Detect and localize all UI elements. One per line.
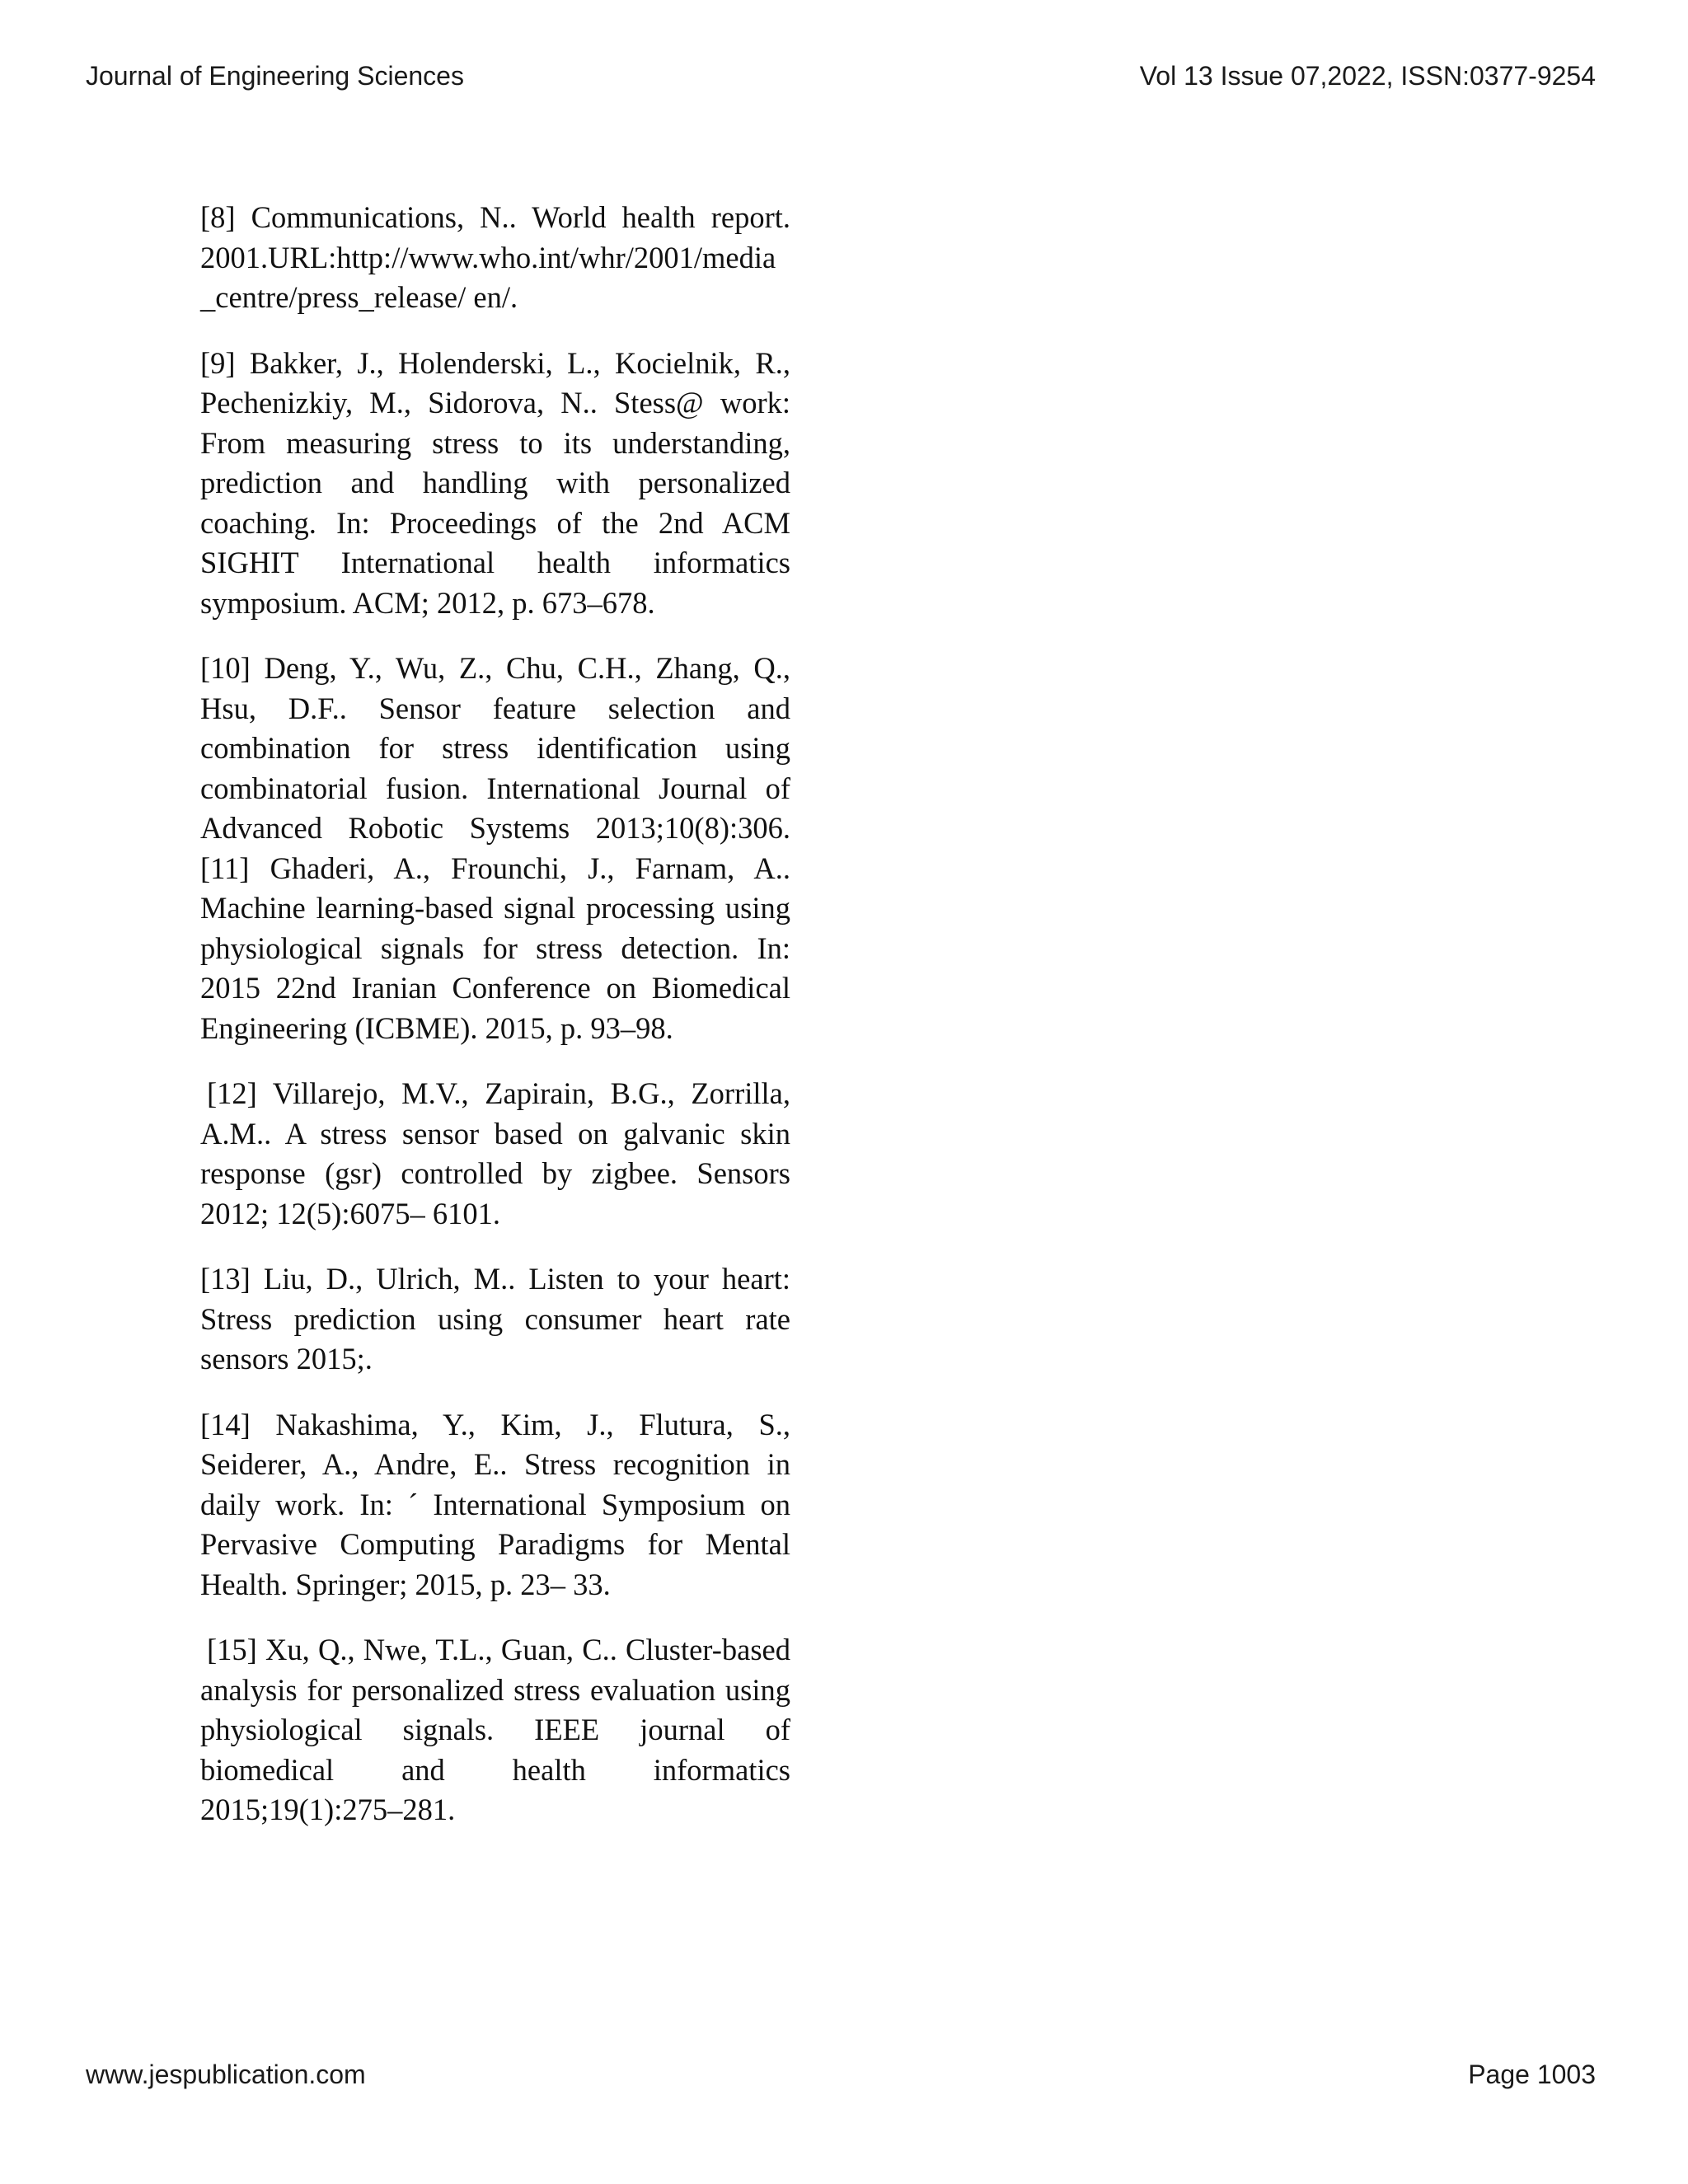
reference-line: [14] Nakashima, Y., Kim, J., Flutura, S., [200, 1407, 790, 1441]
reference-11 [200, 849, 790, 1049]
reference-line: Pervasive Computing Paradigms for Mental [200, 1527, 790, 1561]
reference-line: combinatorial fusion. International Journal of [200, 771, 790, 805]
reference-line: [13] Liu, D., Ulrich, M.. Listen to your heart: [200, 1262, 790, 1296]
reference-line: Engineering (ICBME). 2015, p. 93–98. [200, 1010, 673, 1045]
reference-line: 2015 22nd Iranian Conference on Biomedical [200, 971, 790, 1005]
reference-list [200, 198, 790, 1830]
reference-line: biomedical and health informatics [200, 1752, 790, 1787]
reference-line: daily work. In: ´ International Symposium on [200, 1487, 790, 1521]
reference-13 [200, 1259, 790, 1380]
reference-line: [8] Communications, N.. World health report. [200, 200, 790, 234]
reference-line: 2015;19(1):275–281. [200, 1793, 456, 1826]
reference-line: 2001.URL:http://www.who.int/whr/2001/media [200, 240, 776, 274]
journal-title: Journal of Engineering Sciences [86, 61, 464, 91]
reference-line: [15] Xu, Q., Nwe, T.L., Guan, C.. Cluster-based [207, 1633, 790, 1666]
reference-line: 2012; 12(5):6075– 6101. [200, 1196, 500, 1230]
reference-line: Pechenizkiy, M., Sidorova, N.. Stess@ work: [200, 386, 790, 419]
reference-line: Seiderer, A., Andre, E.. Stress recognition in [200, 1447, 790, 1481]
reference-line: response (gsr) controlled by zigbee. Sensors [200, 1156, 790, 1190]
reference-line: symposium. ACM; 2012, p. 673–678. [200, 585, 655, 620]
reference-line: sensors 2015;. [200, 1342, 373, 1376]
publisher-website: www.jespublication.com [86, 2060, 366, 2089]
reference-line: [10] Deng, Y., Wu, Z., Chu, C.H., Zhang, Q., [200, 651, 790, 685]
reference-14 [200, 1405, 790, 1605]
reference-line: Stress prediction using consumer heart rate [200, 1301, 790, 1336]
reference-10 [200, 649, 790, 849]
reference-line: SIGHIT International health informatics [200, 546, 790, 579]
reference-line: combination for stress identification using [200, 731, 790, 765]
reference-line: Machine learning-based signal processing using [200, 891, 790, 925]
reference-line: From measuring stress to its understanding, [200, 425, 790, 460]
reference-line: coaching. In: Proceedings of the 2nd ACM [200, 505, 790, 540]
reference-line: _centre/press_release/ en/. [200, 280, 518, 314]
reference-line: physiological signals. IEEE journal of [200, 1713, 790, 1746]
reference-15 [200, 1630, 790, 1830]
issue-info: Vol 13 Issue 07,2022, ISSN:0377-9254 [1139, 61, 1596, 91]
page-number: Page 1003 [1468, 2060, 1596, 2089]
reference-line: analysis for personalized stress evaluation using [200, 1672, 790, 1707]
reference-12 [200, 1074, 790, 1234]
reference-line: [11] Ghaderi, A., Frounchi, J., Farnam, A.. [200, 851, 790, 885]
reference-line: [12] Villarejo, M.V., Zapirain, B.G., Zorrilla, [207, 1076, 790, 1110]
reference-9 [200, 344, 790, 624]
reference-line: A.M.. A stress sensor based on galvanic skin [200, 1116, 790, 1151]
reference-line: Hsu, D.F.. Sensor feature selection and [200, 691, 790, 725]
reference-line: physiological signals for stress detection. In: [200, 930, 790, 965]
reference-line: Health. Springer; 2015, p. 23– 33. [200, 1567, 611, 1601]
reference-8 [200, 198, 790, 318]
reference-line: [9] Bakker, J., Holenderski, L., Kocielnik, R., [200, 345, 790, 380]
reference-line: prediction and handling with personalized [200, 466, 790, 499]
reference-line: Advanced Robotic Systems 2013;10(8):306. [200, 811, 790, 845]
